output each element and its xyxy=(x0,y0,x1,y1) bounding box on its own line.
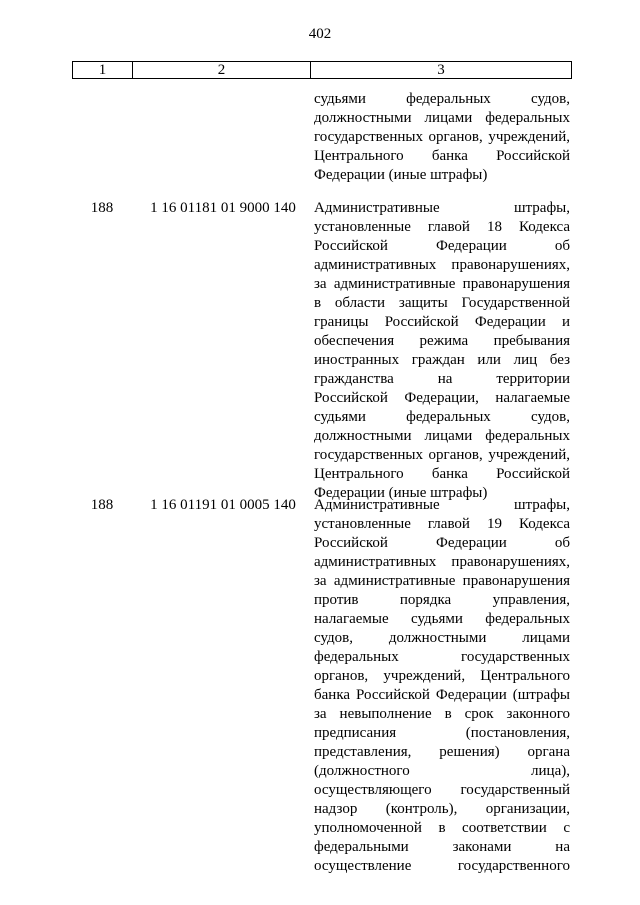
text-line: государственных органов, учреждений, xyxy=(314,447,570,463)
text-line: Административные штрафы, xyxy=(314,200,570,216)
text-line: уполномоченной в соответствии с xyxy=(314,820,570,836)
column-header-2: 2 xyxy=(133,62,311,79)
text-line: установленные главой 19 Кодекса xyxy=(314,516,570,532)
text-line: налагаемые судьями федеральных xyxy=(314,611,570,627)
text-line: судьями федеральных судов, xyxy=(314,409,570,425)
entry-description xyxy=(314,199,570,503)
text-line: органов, учреждений, Центрального xyxy=(314,668,570,684)
text-line: установленные главой 18 Кодекса xyxy=(314,219,570,235)
text-line: против порядка управления, xyxy=(314,592,570,608)
text-line: Российской Федерации, налагаемые xyxy=(314,390,570,406)
text-line: административных правонарушениях, xyxy=(314,554,570,570)
text-line: Административные штрафы, xyxy=(314,497,570,513)
text-line: за административные правонарушения xyxy=(314,573,570,589)
text-line: Центрального банка Российской xyxy=(314,148,570,164)
text-line: осуществление государственного xyxy=(314,858,570,874)
text-line: надзор (контроль), организации, xyxy=(314,801,570,817)
continuation-description xyxy=(314,90,570,185)
admin-code: 188 xyxy=(90,497,114,513)
kbk-code: 1 16 01181 01 9000 140 xyxy=(150,200,296,216)
text-line: предписания (постановления, xyxy=(314,725,570,741)
text-line: Федерации (иные штрафы) xyxy=(314,485,488,501)
text-line: банка Российской Федерации (штрафы xyxy=(314,687,570,703)
text-line: в области защиты Государственной xyxy=(314,295,570,311)
text-line: должностными лицами федеральных xyxy=(314,110,570,126)
column-header-table xyxy=(72,61,572,79)
text-line: гражданства на территории xyxy=(314,371,570,387)
text-line: иностранных граждан или лиц без xyxy=(314,352,570,368)
text-line: судов, должностными лицами xyxy=(314,630,570,646)
text-line: (должностного лица), xyxy=(314,763,570,779)
text-line: должностными лицами федеральных xyxy=(314,428,570,444)
text-line: Центрального банка Российской xyxy=(314,466,570,482)
text-line: за административные правонарушения xyxy=(314,276,570,292)
text-line: федеральными законами на xyxy=(314,839,570,855)
page-number: 402 xyxy=(308,26,332,42)
text-line: Российской Федерации об xyxy=(314,238,570,254)
column-header-3: 3 xyxy=(311,62,572,79)
column-header-1: 1 xyxy=(73,62,133,79)
text-line: за невыполнение в срок законного xyxy=(314,706,570,722)
entry-description xyxy=(314,496,570,876)
text-line: федеральных государственных xyxy=(314,649,570,665)
text-line: Федерации (иные штрафы) xyxy=(314,167,488,183)
kbk-code: 1 16 01191 01 0005 140 xyxy=(150,497,296,513)
text-line: государственных органов, учреждений, xyxy=(314,129,570,145)
text-line: осуществляющего государственный xyxy=(314,782,570,798)
text-line: административных правонарушениях, xyxy=(314,257,570,273)
text-line: судьями федеральных судов, xyxy=(314,91,570,107)
text-line: обеспечения режима пребывания xyxy=(314,333,570,349)
text-line: представления, решения) органа xyxy=(314,744,570,760)
admin-code: 188 xyxy=(90,200,114,216)
column-header-row xyxy=(73,62,572,79)
text-line: границы Российской Федерации и xyxy=(314,314,570,330)
text-line: Российской Федерации об xyxy=(314,535,570,551)
